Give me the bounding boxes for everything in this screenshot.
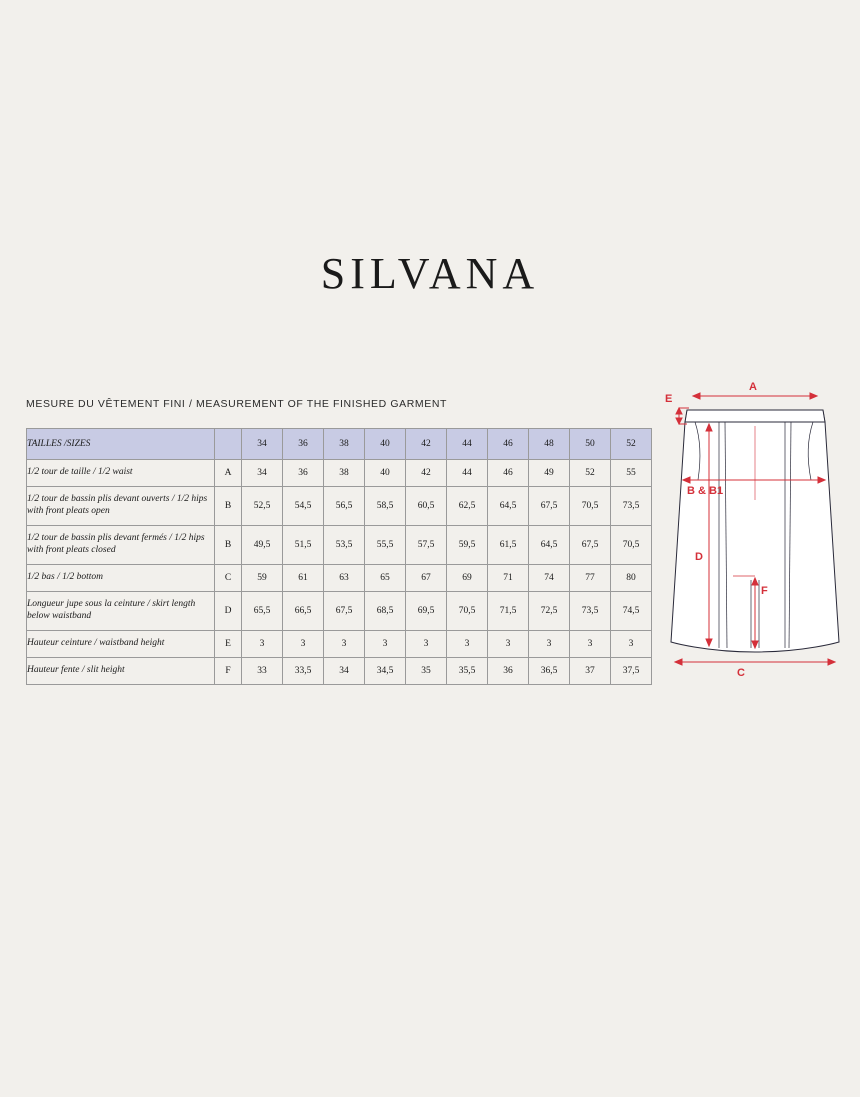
cell-value: 44 <box>447 460 488 487</box>
cell-value: 37 <box>570 658 611 685</box>
skirt-technical-drawing <box>665 380 845 680</box>
cell-value: 42 <box>406 460 447 487</box>
cell-value: 64,5 <box>488 487 529 526</box>
cell-value: 69 <box>447 565 488 592</box>
cell-value: 63 <box>324 565 365 592</box>
table-row <box>27 460 652 487</box>
cell-value: 77 <box>570 565 611 592</box>
cell-value: 64,5 <box>529 526 570 565</box>
header-size-38: 38 <box>324 429 365 460</box>
cell-value: 3 <box>324 631 365 658</box>
table-row <box>27 658 652 685</box>
cell-value: 3 <box>488 631 529 658</box>
row-letter-e: E <box>215 631 242 658</box>
cell-value: 58,5 <box>365 487 406 526</box>
cell-value: 73,5 <box>570 592 611 631</box>
cell-value: 61 <box>283 565 324 592</box>
cell-value: 52 <box>570 460 611 487</box>
cell-value: 35 <box>406 658 447 685</box>
cell-value: 34,5 <box>365 658 406 685</box>
cell-value: 3 <box>365 631 406 658</box>
cell-value: 67,5 <box>570 526 611 565</box>
label-f: F <box>761 585 768 597</box>
cell-value: 56,5 <box>324 487 365 526</box>
cell-value: 68,5 <box>365 592 406 631</box>
header-size-40: 40 <box>365 429 406 460</box>
row-label-waistband-height: Hauteur ceinture / waistband height <box>27 631 215 658</box>
cell-value: 38 <box>324 460 365 487</box>
row-letter-f: F <box>215 658 242 685</box>
table-row <box>27 592 652 631</box>
cell-value: 35,5 <box>447 658 488 685</box>
row-label-hips-closed: 1/2 tour de bassin plis devant fermés / 1/2 hips with front pleats closed <box>27 526 215 565</box>
label-d: D <box>695 551 703 563</box>
cell-value: 69,5 <box>406 592 447 631</box>
cell-value: 36 <box>283 460 324 487</box>
cell-value: 70,5 <box>611 526 652 565</box>
row-letter-b: B <box>215 487 242 526</box>
row-label-slit-height: Hauteur fente / slit height <box>27 658 215 685</box>
cell-value: 67,5 <box>324 592 365 631</box>
label-a: A <box>749 381 757 393</box>
cell-value: 52,5 <box>242 487 283 526</box>
header-sizes-label: TAILLES /SIZES <box>27 429 215 460</box>
cell-value: 33 <box>242 658 283 685</box>
header-letter-col <box>215 429 242 460</box>
table-body <box>27 460 652 685</box>
cell-value: 3 <box>283 631 324 658</box>
cell-value: 3 <box>611 631 652 658</box>
size-chart-container <box>26 428 652 685</box>
header-size-48: 48 <box>529 429 570 460</box>
waistband-shape <box>685 410 825 422</box>
cell-value: 71 <box>488 565 529 592</box>
header-size-52: 52 <box>611 429 652 460</box>
cell-value: 40 <box>365 460 406 487</box>
cell-value: 46 <box>488 460 529 487</box>
cell-value: 60,5 <box>406 487 447 526</box>
cell-value: 74 <box>529 565 570 592</box>
cell-value: 66,5 <box>283 592 324 631</box>
row-label-hips-open: 1/2 tour de bassin plis devant ouverts / 1/2 hips with front pleats open <box>27 487 215 526</box>
cell-value: 3 <box>242 631 283 658</box>
size-chart-table <box>26 428 652 685</box>
cell-value: 3 <box>570 631 611 658</box>
cell-value: 59,5 <box>447 526 488 565</box>
cell-value: 73,5 <box>611 487 652 526</box>
row-label-waist: 1/2 tour de taille / 1/2 waist <box>27 460 215 487</box>
cell-value: 55 <box>611 460 652 487</box>
table-row <box>27 631 652 658</box>
row-letter-d: D <box>215 592 242 631</box>
header-size-42: 42 <box>406 429 447 460</box>
label-e: E <box>665 393 673 405</box>
row-letter-b1: B <box>215 526 242 565</box>
cell-value: 37,5 <box>611 658 652 685</box>
skirt-diagram-svg <box>665 380 845 680</box>
cell-value: 72,5 <box>529 592 570 631</box>
cell-value: 49,5 <box>242 526 283 565</box>
label-b: B & B1 <box>687 485 724 497</box>
cell-value: 53,5 <box>324 526 365 565</box>
row-label-skirt-length: Longueur jupe sous la ceinture / skirt length below waistband <box>27 592 215 631</box>
label-c: C <box>737 667 745 679</box>
table-header-row <box>27 429 652 460</box>
header-size-34: 34 <box>242 429 283 460</box>
table-row <box>27 526 652 565</box>
cell-value: 57,5 <box>406 526 447 565</box>
cell-value: 71,5 <box>488 592 529 631</box>
cell-value: 70,5 <box>570 487 611 526</box>
cell-value: 67 <box>406 565 447 592</box>
table-header <box>27 429 652 460</box>
cell-value: 55,5 <box>365 526 406 565</box>
cell-value: 33,5 <box>283 658 324 685</box>
cell-value: 54,5 <box>283 487 324 526</box>
cell-value: 51,5 <box>283 526 324 565</box>
row-letter-c: C <box>215 565 242 592</box>
row-label-bottom: 1/2 bas / 1/2 bottom <box>27 565 215 592</box>
cell-value: 65,5 <box>242 592 283 631</box>
cell-value: 36,5 <box>529 658 570 685</box>
cell-value: 36 <box>488 658 529 685</box>
header-size-50: 50 <box>570 429 611 460</box>
measurement-caption: MESURE DU VÊTEMENT FINI / MEASUREMENT OF THE FINISHED GARMENT <box>26 398 448 410</box>
cell-value: 34 <box>324 658 365 685</box>
cell-value: 74,5 <box>611 592 652 631</box>
cell-value: 80 <box>611 565 652 592</box>
cell-value: 3 <box>406 631 447 658</box>
cell-value: 49 <box>529 460 570 487</box>
cell-value: 65 <box>365 565 406 592</box>
table-row <box>27 487 652 526</box>
table-row <box>27 565 652 592</box>
cell-value: 61,5 <box>488 526 529 565</box>
header-size-36: 36 <box>283 429 324 460</box>
cell-value: 3 <box>447 631 488 658</box>
cell-value: 62,5 <box>447 487 488 526</box>
header-size-46: 46 <box>488 429 529 460</box>
page-title: SILVANA <box>320 249 540 298</box>
cell-value: 67,5 <box>529 487 570 526</box>
row-letter-a: A <box>215 460 242 487</box>
cell-value: 3 <box>529 631 570 658</box>
header-size-44: 44 <box>447 429 488 460</box>
cell-value: 70,5 <box>447 592 488 631</box>
cell-value: 34 <box>242 460 283 487</box>
cell-value: 59 <box>242 565 283 592</box>
